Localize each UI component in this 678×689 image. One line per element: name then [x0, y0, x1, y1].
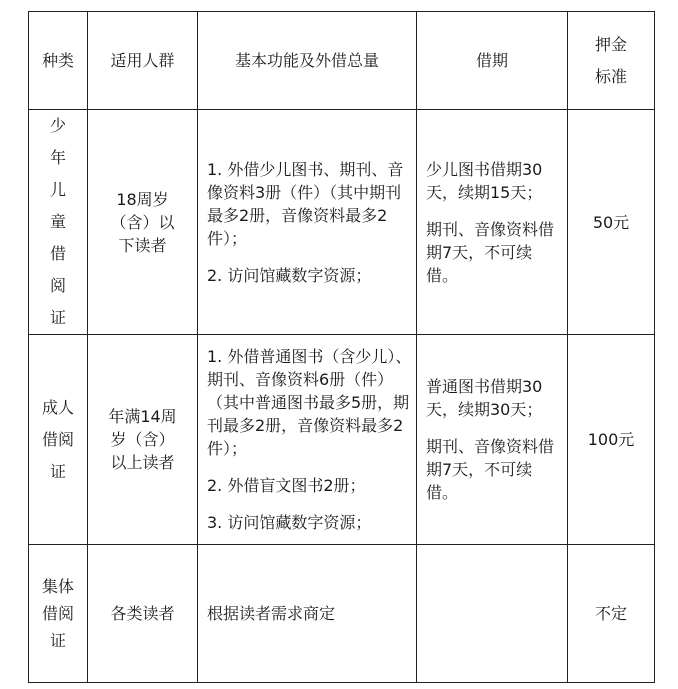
row-deposit-cell: 不定: [568, 545, 655, 683]
row-type-label: 少年儿童借阅证: [49, 116, 66, 327]
row-type-cell: [29, 335, 88, 545]
row-audience-cell: [88, 335, 198, 545]
row-type-label: 成人借阅证: [41, 397, 74, 481]
row-audience-cell: 各类读者: [88, 545, 198, 683]
header-deposit: [568, 12, 655, 110]
table-header-row: [29, 12, 655, 110]
row-period-item: 普通图书借期30天，续期30天；: [426, 377, 543, 419]
table-row: [29, 110, 655, 335]
row-type-cell: [29, 545, 88, 683]
table-row: [29, 545, 655, 683]
row-period-item: 期刊、音像资料借期7天，不可续借。: [426, 437, 555, 502]
row-function-cell: [198, 335, 417, 545]
header-deposit-line1: 押金: [594, 34, 627, 54]
header-function: 基本功能及外借总量: [198, 12, 417, 110]
library-card-table: [28, 11, 655, 683]
row-function-cell: [198, 110, 417, 335]
header-deposit-line2: 标准: [594, 66, 627, 86]
row-function-item: 3. 访问馆藏数字资源；: [207, 513, 372, 532]
row-audience-text: 年满14周岁（含）以上读者: [108, 407, 177, 472]
row-period-cell: [417, 545, 568, 683]
row-period-item: 期刊、音像资料借期7天，不可续借。: [426, 219, 555, 285]
row-function-item: 2. 外借盲文图书2册；: [207, 476, 366, 495]
table-row: [29, 335, 655, 545]
row-period-cell: [417, 335, 568, 545]
header-audience: 适用人群: [88, 12, 198, 110]
header-period: 借期: [417, 12, 568, 110]
row-deposit-cell: 50元: [568, 110, 655, 335]
row-function-item: 1. 外借少儿图书、期刊、音像资料3册（件）（其中期刊最多2册，音像资料最多2件）；: [207, 159, 404, 248]
row-deposit-cell: 100元: [568, 335, 655, 545]
header-type: 种类: [29, 12, 88, 110]
row-audience-cell: [88, 110, 198, 335]
row-period-item: 少儿图书借期30天，续期15天；: [426, 159, 543, 202]
row-function-item: 2. 访问馆藏数字资源；: [207, 265, 372, 285]
row-type-label: 集体借阅证: [41, 577, 74, 650]
row-audience-text: 18周岁（含）以下读者: [110, 189, 175, 255]
row-function-cell: [198, 545, 417, 683]
row-function-item: 1. 外借普通图书（含少儿）、期刊、音像资料6册（件）（其中普通图书最多5册，期刊最多2册，音像资料最多2件）；: [207, 347, 412, 458]
row-period-cell: [417, 110, 568, 335]
row-type-cell: [29, 110, 88, 335]
row-function-item: 根据读者需求商定: [207, 604, 336, 623]
